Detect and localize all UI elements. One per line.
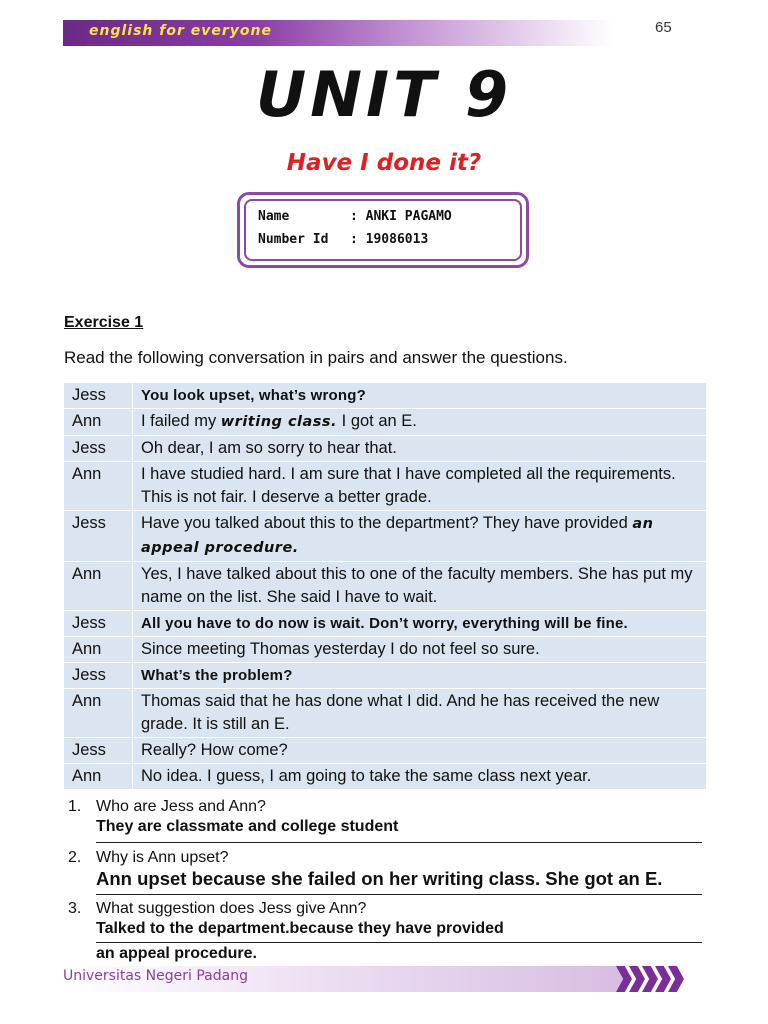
question-1 <box>68 798 266 816</box>
student-info-box <box>237 192 529 268</box>
question-3 <box>68 900 366 918</box>
name-label: Name <box>258 209 290 224</box>
line-cell: Thomas said that he has done what I did. And he has received the new grade. It is still an E. <box>133 689 707 738</box>
question-number: 3. <box>68 900 82 917</box>
line-emphasis: an appeal procedure. <box>141 516 654 556</box>
answer-1: They are classmate and college student <box>96 818 399 835</box>
unit-title: UNIT 9 <box>255 58 513 131</box>
answer-3-continued: an appeal procedure. <box>96 945 257 962</box>
header-banner <box>63 20 613 46</box>
answer-line <box>96 842 702 843</box>
name-row <box>258 209 452 224</box>
page-number: 65 <box>655 19 672 36</box>
question-number: 1. <box>68 798 82 815</box>
line-cell: You look upset, what’s wrong? <box>133 383 707 409</box>
table-row <box>64 436 706 462</box>
table-row <box>64 383 706 409</box>
answer-3: Talked to the department.because they have provided <box>96 920 504 937</box>
question-2 <box>68 849 229 867</box>
table-row <box>64 738 706 764</box>
exercise-instruction: Read the following conversation in pairs and answer the questions. <box>64 348 568 367</box>
line-text: I failed my <box>141 412 221 430</box>
table-row <box>64 611 706 637</box>
line-cell: Really? How come? <box>133 738 707 764</box>
speaker-cell: Jess <box>64 383 133 409</box>
question-text: What suggestion does Jess give Ann? <box>96 900 367 917</box>
speaker-cell: Ann <box>64 689 133 738</box>
table-row <box>64 663 706 689</box>
line-cell: Yes, I have talked about this to one of the faculty members. She has put my name on the list. She said I have to wait. <box>133 562 707 611</box>
speaker-cell: Ann <box>64 409 133 436</box>
unit-subtitle: Have I done it? <box>286 150 482 176</box>
line-cell <box>133 511 707 562</box>
line-cell: I have studied hard. I am sure that I have completed all the requirements. This is not fair. I deserve a better grade. <box>133 462 707 511</box>
line-cell <box>133 409 707 436</box>
line-cell: Oh dear, I am so sorry to hear that. <box>133 436 707 462</box>
line-text: I got an E. <box>337 412 417 430</box>
id-value: : 19086013 <box>350 232 429 247</box>
speaker-cell: Ann <box>64 562 133 611</box>
question-text: Who are Jess and Ann? <box>96 798 266 815</box>
line-cell: No idea. I guess, I am going to take the same class next year. <box>133 764 707 790</box>
line-text: Have you talked about this to the department? They have provided <box>141 514 633 532</box>
table-row <box>64 689 706 738</box>
speaker-cell: Jess <box>64 511 133 562</box>
table-row <box>64 462 706 511</box>
banner-text: english for everyone <box>89 23 272 39</box>
speaker-cell: Ann <box>64 764 133 790</box>
line-cell: All you have to do now is wait. Don’t worry, everything will be fine. <box>133 611 707 637</box>
line-emphasis: writing class. <box>220 414 338 430</box>
name-value: : ANKI PAGAMO <box>350 209 452 224</box>
chevron-arrows-icon <box>616 966 681 992</box>
table-row <box>64 562 706 611</box>
footer-text: Universitas Negeri Padang <box>63 968 248 984</box>
table-row <box>64 764 706 790</box>
speaker-cell: Jess <box>64 611 133 637</box>
answer-line <box>96 942 702 943</box>
speaker-cell: Jess <box>64 436 133 462</box>
question-number: 2. <box>68 849 82 866</box>
chevron-icon <box>616 966 632 992</box>
answer-2: Ann upset because she failed on her writing class. She got an E. <box>96 868 663 889</box>
table-row <box>64 409 706 436</box>
speaker-cell: Jess <box>64 738 133 764</box>
id-row <box>258 232 428 247</box>
answer-line <box>96 894 702 895</box>
speaker-cell: Ann <box>64 637 133 663</box>
speaker-cell: Jess <box>64 663 133 689</box>
speaker-cell: Ann <box>64 462 133 511</box>
exercise-heading: Exercise 1 <box>64 314 144 331</box>
line-cell: What’s the problem? <box>133 663 707 689</box>
line-cell: Since meeting Thomas yesterday I do not feel so sure. <box>133 637 707 663</box>
question-text: Why is Ann upset? <box>96 849 229 866</box>
conversation-table <box>64 383 706 790</box>
id-label: Number Id <box>258 232 329 247</box>
table-row <box>64 511 706 562</box>
table-row <box>64 637 706 663</box>
